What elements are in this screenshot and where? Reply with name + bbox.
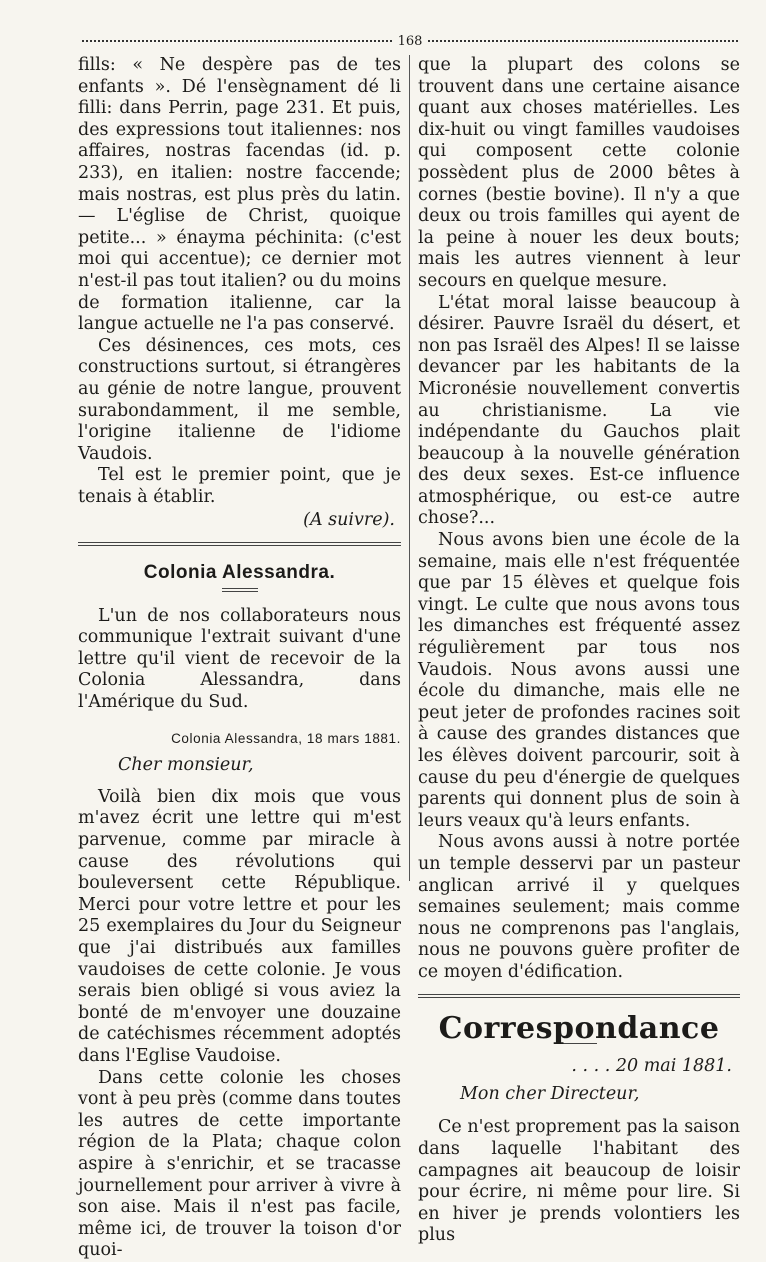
article-paragraph: Tel est le premier point, que je tenais à établir. xyxy=(78,465,401,507)
letter-dateline: . . . . 20 mai 1881. xyxy=(571,1056,732,1077)
section-title: Correspondance xyxy=(438,1010,720,1046)
to-follow-note: (A suivre). xyxy=(303,510,395,531)
header-rule-left xyxy=(82,40,392,42)
article-paragraph: Nous avons bien une école de la semaine, mais elle n'est fréquentée que par 15 élèves et quelque fois vingt. Le culte que nous avons tous les dimanches est fréquenté assez régulièrement par tous nos Vaudois. Nous avons aussi une école du dimanche, mais elle ne peut jeter de profondes racines soit à cause des grandes distances que les élèves doivent parcourir, soit à cause du peu d'énergie de quelques parents qui donnent plus de soin à leurs veaux qu'à leurs enfants. xyxy=(418,530,740,831)
page-number: 168 xyxy=(397,33,423,49)
title-ornament xyxy=(222,588,258,592)
section-separator xyxy=(78,542,401,546)
letter-salutation: Mon cher Directeur, xyxy=(460,1083,640,1104)
article-paragraph: Ce n'est proprement pas la saison dans laquelle l'habitant des campagnes ait beaucoup de loisir pour écrire, ni même pour lire. Si en hiver je prends volontiers les plus xyxy=(418,1117,740,1246)
article-paragraph: que la plupart des colons se trouvent dans une certaine aisance quant aux choses matérielles. Les dix-huit ou vingt familles vaudoises qui composent cette colonie possèdent plus de 2000 bêtes à cornes (bestie bovine). Il n'y a que deux ou trois familles qui ayent de la peine à nouer les deux bouts; mais les autres viennent à leur secours en quelque mesure. xyxy=(418,55,740,291)
section-title: Colonia Alessandra. xyxy=(143,562,336,584)
article-paragraph: Voilà bien dix mois que vous m'avez écrit une lettre qui m'est parvenue, comme par miracle à cause des révolutions qui bouleversent cette République. Merci pour votre lettre et pour les 25 exemplaires du Jour du Seigneur que j'ai distribués aux familles vaudoises de cette colonie. Je vous serais bien obligé si vous aviez la bonté de m'envoyer une douzaine de catéchismes récemment adoptés dans l'Eglise Vaudoise. xyxy=(78,786,401,1066)
section-separator xyxy=(418,994,740,998)
article-paragraph: Dans cette colonie les choses vont à peu près (comme dans toutes les autres de cette importante région de la Plata; chaque colon aspire à s'enrichir, et se tracasse journellement pour arriver à vivre à son aise. Mais il n'est pas facile, même ici, de trouver la toison d'or quoi- xyxy=(78,1067,401,1261)
article-paragraph: Ces désinences, ces mots, ces constructions surtout, si étrangères au génie de notre langue, prouvent surabondamment, il me semble, l'origine italienne de l'idiome Vaudois. xyxy=(78,335,401,464)
article-paragraph: L'un de nos collaborateurs nous communique l'extrait suivant d'une lettre qu'il vient de recevoir de la Colonia Alessandra, dans l'Amérique du Sud. xyxy=(78,605,401,713)
column-divider xyxy=(409,55,410,881)
left-column xyxy=(78,55,401,1261)
article-paragraph: fills: « Ne despère pas de tes enfants ». Dé l'ensègnament dé li filli: dans Perrin, page 231. Et puis, des expressions tout italiennes: nos affaires, nostras facendas (id. p. 233), en italien: nostre faccende; mais nostras, est plus près du latin. — L'église de Christ, quoique petite... » énayma péchinita: (c'est moi qui accentue); ce dernier mot n'est-il pas tout italien? ou du moins de formation italienne, car la langue actuelle ne l'a pas conservé. xyxy=(78,55,401,335)
right-column xyxy=(418,55,740,1246)
article-paragraph: L'état moral laisse beaucoup à désirer. Pauvre Israël du désert, et non pas Israël des Alpes! Il se laisse devancer par les habitants de la Micronésie nouvellement convertis au christianisme. La vie indépendante du Gauchos plait beaucoup à la nouvelle génération des deux sexes. Est-ce influence atmosphérique, ou est-ce autre chose?... xyxy=(418,292,740,529)
article-paragraph: Nous avons aussi à notre portée un temple desservi par un pasteur anglican arrivé il y quelques semaines seulement; mais comme nous ne comprenons pas l'anglais, nous ne pouvons guère profiter de ce moyen d'édification. xyxy=(418,832,740,982)
header-rule-right xyxy=(428,40,738,42)
letter-salutation: Cher monsieur, xyxy=(118,755,254,776)
letter-dateline: Colonia Alessandra, 18 mars 1881. xyxy=(171,730,401,746)
page-header xyxy=(78,30,742,52)
